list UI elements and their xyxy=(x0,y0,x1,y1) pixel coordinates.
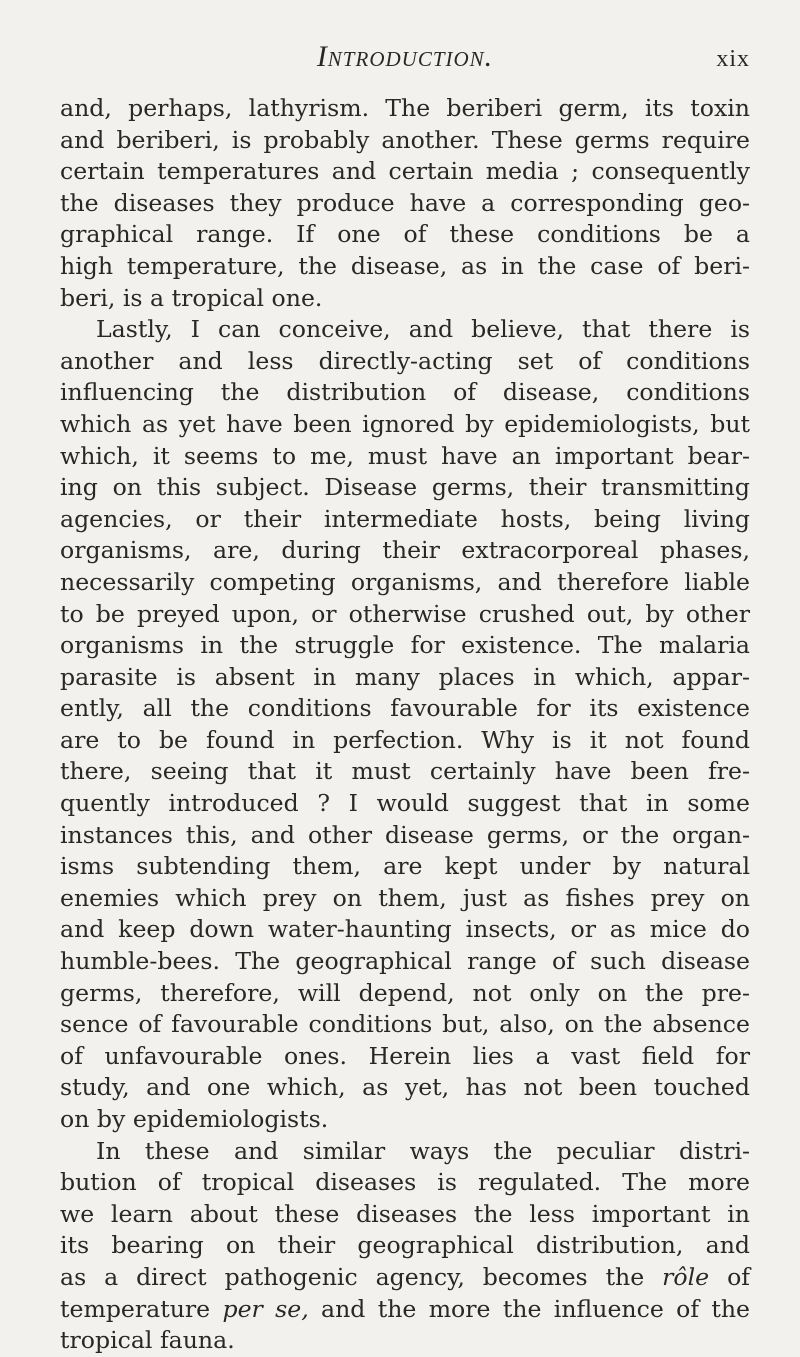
text-line: organisms, are, during their extracorporeal phases, xyxy=(60,536,750,565)
text-line: instances this, and other disease germs, or the organ- xyxy=(60,820,750,849)
text-line: we learn about these diseases the less important in xyxy=(60,1199,750,1228)
text-run: of xyxy=(727,1262,751,1291)
text-line: ently, all the conditions favourable for its existence xyxy=(60,694,750,723)
text-line: graphical range. If one of these conditions be a xyxy=(60,220,750,249)
text-line: isms subtending them, are kept under by natural xyxy=(60,852,750,881)
text-line: enemies which prey on them, just as fishes prey on xyxy=(60,883,750,912)
text-line: on by epidemiologists. xyxy=(60,1105,329,1133)
text-line: and beriberi, is probably another. These germs require xyxy=(60,125,750,154)
italic-term: per se, xyxy=(222,1294,309,1323)
body-text xyxy=(60,93,750,1357)
page-header xyxy=(60,40,750,74)
page-number: xix xyxy=(716,46,750,72)
text-line: the diseases they produce have a corresponding geo- xyxy=(60,188,750,217)
text-line: there, seeing that it must certainly have been fre- xyxy=(60,757,750,786)
text-line: study, and one which, as yet, has not been touched xyxy=(60,1073,750,1102)
text-line: of unfavourable ones. Herein lies a vast field for xyxy=(60,1041,750,1070)
text-line: certain temperatures and certain media ; consequently xyxy=(60,157,750,186)
text-line: which as yet have been ignored by epidemiologists, but xyxy=(60,409,750,438)
text-line: necessarily competing organisms, and therefore liable xyxy=(60,567,750,596)
text-line-with-italics xyxy=(60,1294,750,1326)
text-line: organisms in the struggle for existence. The malaria xyxy=(60,631,750,660)
text-line: are to be found in perfection. Why is it not found xyxy=(60,725,750,754)
text-line: germs, therefore, will depend, not only on the pre- xyxy=(60,978,750,1007)
italic-term: rôle xyxy=(662,1262,710,1291)
text-line: which, it seems to me, must have an important bear- xyxy=(60,441,750,470)
text-run: as a direct pathogenic agency, becomes the xyxy=(60,1262,645,1291)
text-line: another and less directly-acting set of conditions xyxy=(60,346,750,375)
paragraph-start-line: Lastly, I can conceive, and believe, that there is xyxy=(96,315,750,344)
text-line: high temperature, the disease, as in the case of beri- xyxy=(60,251,750,280)
text-run: and the more the influence of the xyxy=(321,1294,751,1323)
text-line: tropical fauna. xyxy=(60,1326,235,1355)
text-run: temperature xyxy=(60,1294,211,1323)
text-line: its bearing on their geographical distribution, and xyxy=(60,1231,750,1260)
text-line: beri, is a tropical one. xyxy=(60,283,323,312)
text-line: parasite is absent in many places in which, appar- xyxy=(60,662,750,691)
text-line: humble-bees. The geographical range of such disease xyxy=(60,947,750,976)
text-line: agencies, or their intermediate hosts, being living xyxy=(60,504,750,533)
text-line: and, perhaps, lathyrism. The beriberi germ, its toxin xyxy=(60,94,750,122)
running-head: Introduction. xyxy=(316,40,494,73)
text-line: bution of tropical diseases is regulated. The more xyxy=(60,1168,750,1197)
text-line-with-italics xyxy=(60,1262,750,1294)
text-line: and keep down water-haunting insects, or as mice do xyxy=(60,915,750,944)
text-line: sence of favourable conditions but, also, on the absence xyxy=(60,1010,750,1039)
text-line: ing on this subject. Disease germs, their transmitting xyxy=(60,473,750,502)
paragraph-start-line: In these and similar ways the peculiar distri- xyxy=(96,1136,750,1165)
text-line: to be preyed upon, or otherwise crushed out, by other xyxy=(60,599,750,628)
text-line: quently introduced ? I would suggest that in some xyxy=(60,789,750,818)
text-line: influencing the distribution of disease, conditions xyxy=(60,378,750,407)
